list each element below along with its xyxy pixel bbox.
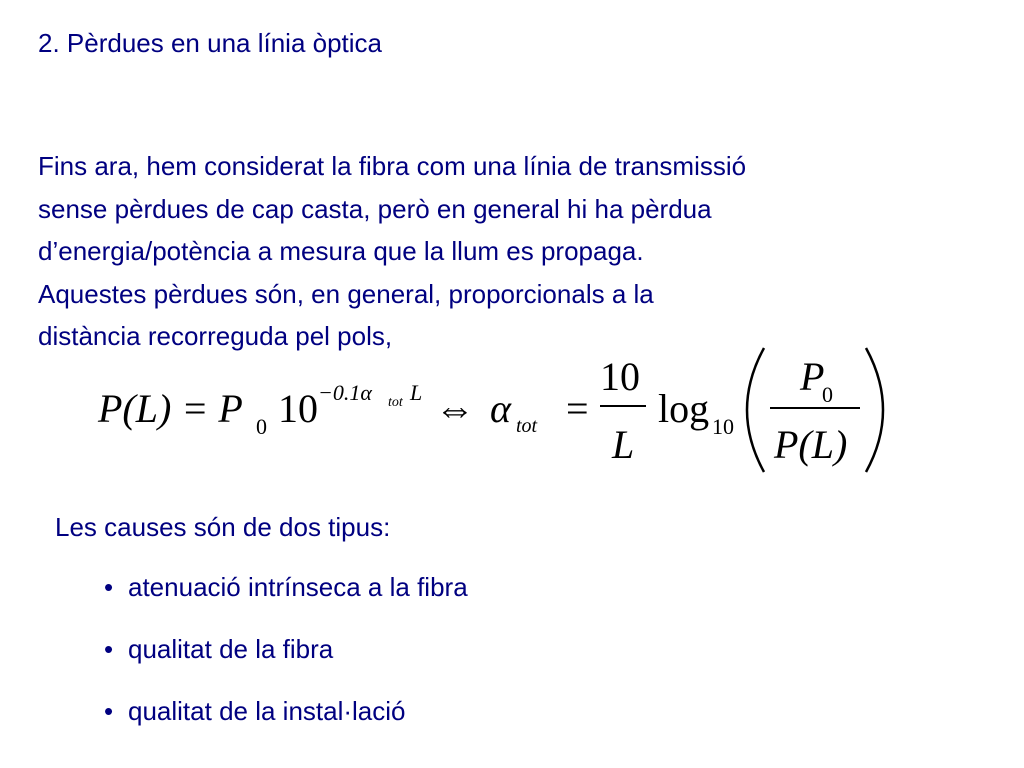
paragraph-line: distància recorreguda pel pols, xyxy=(38,321,393,351)
bullet-icon: • xyxy=(104,634,114,664)
slide-title: 2. Pèrdues en una línia òptica xyxy=(38,28,383,58)
paragraph-line: Aquestes pèrdues són, en general, proporcionals a la xyxy=(38,278,654,309)
cause-text: qualitat de la fibra xyxy=(128,634,334,664)
inner-numerator-subscript: 0 xyxy=(822,382,833,407)
list-item xyxy=(104,694,468,756)
causes-list xyxy=(104,570,468,756)
list-item xyxy=(104,570,468,632)
alpha-symbol: α xyxy=(490,386,511,431)
formula-base: 10 xyxy=(278,386,318,431)
loss-formula xyxy=(80,340,920,480)
bullet-icon: • xyxy=(104,572,114,602)
alpha-subscript: tot xyxy=(516,415,538,437)
right-parenthesis xyxy=(866,348,883,472)
formula-lhs: P(L) = P xyxy=(98,386,243,431)
left-parenthesis xyxy=(747,348,764,472)
intro-paragraph xyxy=(38,145,998,358)
paragraph-line: sense pèrdues de cap casta, però en general hi ha pèrdua xyxy=(38,193,712,224)
inner-numerator: P xyxy=(800,354,825,399)
paragraph-line: Fins ara, hem considerat la fibra com una línia de transmissió xyxy=(38,151,747,181)
causes-heading: Les causes són de dos tipus: xyxy=(55,512,391,542)
formula-exponent-prefix: −0.1α xyxy=(318,380,372,405)
formula-exponent-suffix: L xyxy=(410,380,423,405)
log-operator: log xyxy=(658,386,710,431)
inner-denominator: P(L) xyxy=(774,422,848,467)
cause-text: atenuació intrínseca a la fibra xyxy=(128,572,468,602)
equivalence-symbol: ⇔ xyxy=(435,386,475,431)
fraction-denominator: L xyxy=(612,422,635,467)
bullet-icon: • xyxy=(104,696,114,726)
cause-text: qualitat de la instal·lació xyxy=(128,696,406,726)
fraction-numerator: 10 xyxy=(600,354,640,399)
equals-symbol: = xyxy=(566,386,589,431)
formula-exponent-subscript: tot xyxy=(388,395,403,410)
formula-lhs-subscript: 0 xyxy=(256,414,267,439)
log-base: 10 xyxy=(712,414,734,439)
list-item xyxy=(104,632,468,694)
paragraph-line: d’energia/potència a mesura que la llum es propaga. xyxy=(38,236,644,266)
